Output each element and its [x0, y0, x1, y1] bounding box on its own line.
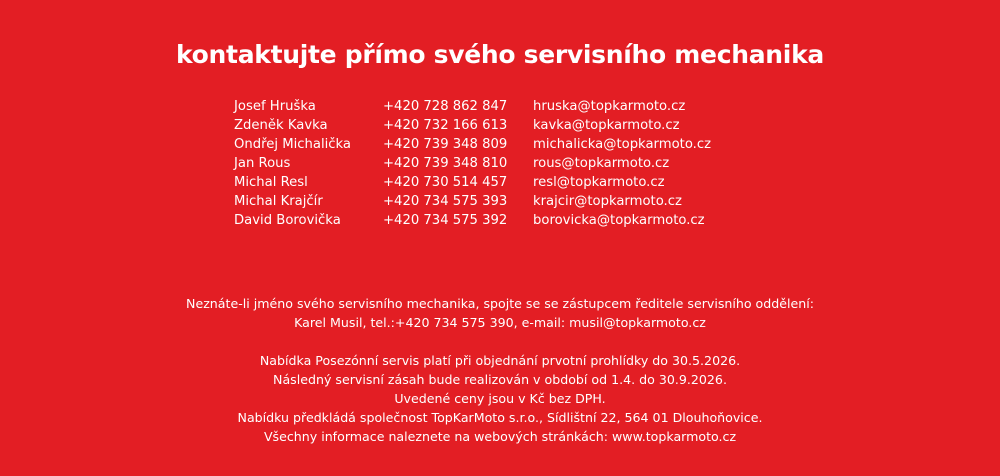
mechanic-email[interactable]: michalicka@topkarmoto.cz [533, 137, 712, 152]
deputy-intro-text: Neznáte-li jméno svého servisního mechanika, spojte se se zástupcem ředitele servisního oddělení: [186, 296, 814, 311]
contact-row [234, 97, 794, 116]
mechanic-email[interactable]: borovicka@topkarmoto.cz [533, 213, 705, 228]
mechanic-phone[interactable]: +420 739 348 809 [383, 137, 508, 152]
mechanic-email[interactable]: hruska@topkarmoto.cz [533, 99, 686, 114]
mechanic-name: Michal Krajčír [234, 194, 323, 209]
spacer [0, 332, 1000, 351]
mechanic-phone[interactable]: +420 728 862 847 [383, 99, 508, 114]
mechanic-email[interactable]: resl@topkarmoto.cz [533, 175, 665, 190]
mechanic-name: Zdeněk Kavka [234, 118, 328, 133]
mechanic-name: Jan Rous [234, 156, 291, 171]
contact-row [234, 135, 794, 154]
mechanic-email[interactable]: krajcir@topkarmoto.cz [533, 194, 682, 209]
mechanic-name: Ondřej Michalička [234, 137, 352, 152]
mechanic-name: David Borovička [234, 213, 341, 228]
mechanic-email[interactable]: rous@topkarmoto.cz [533, 156, 670, 171]
mechanic-phone[interactable]: +420 730 514 457 [383, 175, 508, 190]
mechanic-phone[interactable]: +420 734 575 392 [383, 213, 508, 228]
mechanic-email[interactable]: kavka@topkarmoto.cz [533, 118, 680, 133]
mechanic-phone[interactable]: +420 732 166 613 [383, 118, 508, 133]
footer-info [0, 294, 1000, 446]
offer-validity-text: Nabídka Posezónní servis platí při objednání prvotní prohlídky do 30.5.2026. [259, 353, 741, 368]
contact-row [234, 154, 794, 173]
contact-row [234, 116, 794, 135]
contact-row [234, 173, 794, 192]
mechanic-name: Josef Hruška [234, 99, 316, 114]
offer-website-text[interactable]: Všechny informace naleznete na webových stránkách: www.topkarmoto.cz [263, 429, 737, 444]
mechanic-phone[interactable]: +420 734 575 393 [383, 194, 508, 209]
contact-row [234, 211, 794, 230]
mechanic-name: Michal Resl [234, 175, 308, 190]
offer-price-note: Uvedené ceny jsou v Kč bez DPH. [394, 391, 606, 406]
contact-row [234, 192, 794, 211]
mechanics-contact-list [234, 97, 794, 230]
page-heading: kontaktujte přímo svého servisního mechanika [176, 40, 824, 69]
offer-period-text: Následný servisní zásah bude realizován v období od 1.4. do 30.9.2026. [273, 372, 727, 387]
mechanic-phone[interactable]: +420 739 348 810 [383, 156, 508, 171]
offer-company-text: Nabídku předkládá společnost TopKarMoto s.r.o., Sídlištní 22, 564 01 Dlouhoňovice. [237, 410, 763, 425]
deputy-contact-text[interactable]: Karel Musil, tel.:+420 734 575 390, e-mail: musil@topkarmoto.cz [294, 315, 706, 330]
